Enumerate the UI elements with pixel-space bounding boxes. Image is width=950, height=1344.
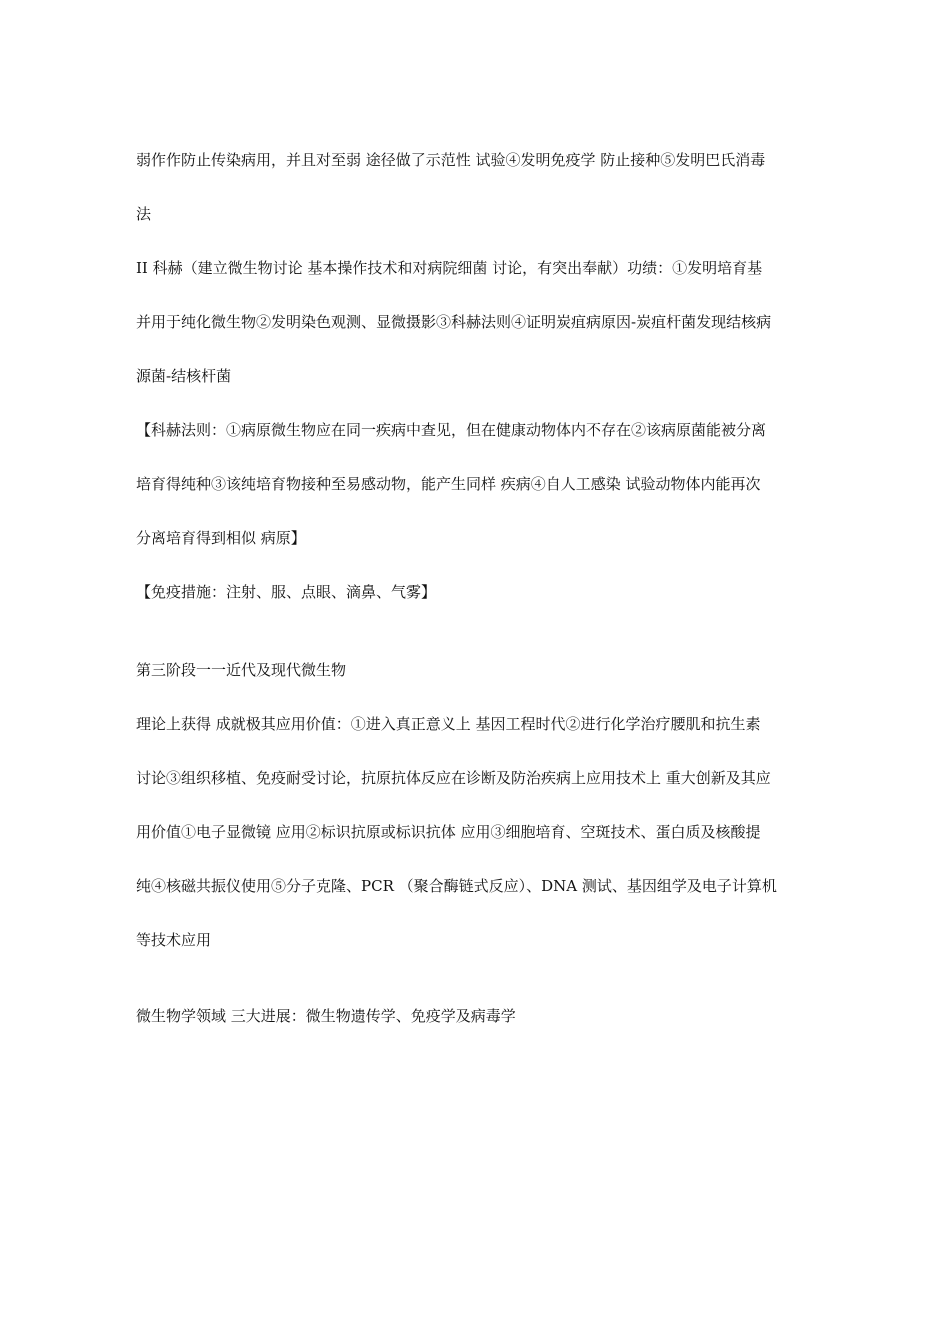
text-line-16: 微生物学领域 三大进展：微生物遗传学、免疫学及病毒学 <box>136 1007 516 1025</box>
text-line-1: 弱作作防止传染病用，并且对至弱 途径做了示范性 试验④发明免疫学 防止接种⑤发明巴氏消毒 <box>136 151 766 169</box>
text-line-14: 纯④核磁共振仪使用⑤分子克隆、PCR （聚合酶链式反应）、DNA 测试、基因组学及电子计算机 <box>136 877 777 895</box>
text-line-11: 理论上获得 成就极其应用价值：①进入真正意义上 基因工程时代②进行化学治疗腰肌和抗生素 <box>136 715 761 733</box>
text-line-7: 培育得纯种③该纯培育物接种至易感动物，能产生同样 疾病④自人工感染 试验动物体内能再次 <box>136 475 761 493</box>
text-line-12: 讨论③组织移植、免疫耐受讨论，抗原抗体反应在诊断及防治疾病上应用技术上 重大创新及其应 <box>136 769 771 787</box>
text-line-15: 等技术应用 <box>136 931 212 949</box>
text-line-13: 用价值①电子显微镜 应用②标识抗原或标识抗体 应用③细胞培育、空斑技术、蛋白质及核酸提 <box>136 823 761 841</box>
text-line-5: 源菌-结核杆菌 <box>136 367 232 385</box>
text-line-8: 分离培育得到相似 病原】 <box>136 529 306 547</box>
text-line-4: 并用于纯化微生物②发明染色观测、显微摄影③科赫法则④证明炭疽病原因-炭疽杆菌发现结核病 <box>136 313 772 331</box>
text-line-3: II 科赫（建立微生物讨论 基本操作技术和对病院细菌 讨论，有突出奉献）功绩：①发明培育基 <box>136 259 763 277</box>
section-heading: 第三阶段一一近代及现代微生物 <box>136 661 347 679</box>
text-line-6: 【科赫法则：①病原微生物应在同一疾病中查见，但在健康动物体内不存在②该病原菌能被分离 <box>136 421 767 439</box>
text-line-9: 【免疫措施：注射、服、点眼、滴鼻、气雾】 <box>136 583 437 601</box>
text-line-2: 法 <box>136 205 152 223</box>
